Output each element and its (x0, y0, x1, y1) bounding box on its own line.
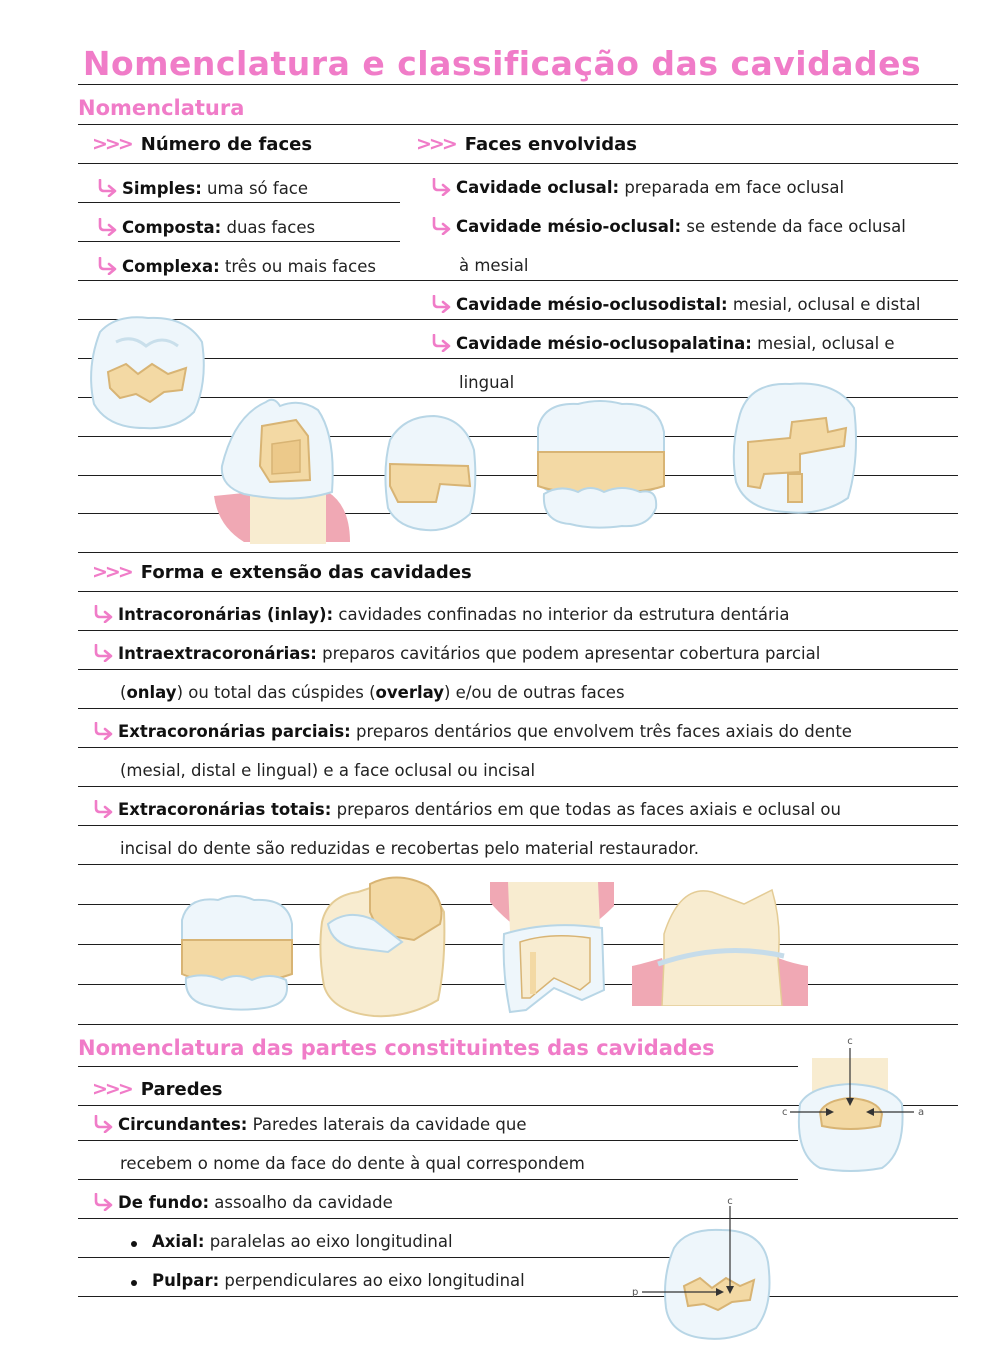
divider (78, 1218, 958, 1219)
tooth-incisor-cavity-illustration (214, 396, 354, 544)
subheading-faces-envolvidas: >>> Faces envolvidas (416, 133, 637, 155)
hook-arrow-icon (96, 257, 118, 275)
hook-arrow-icon (430, 217, 452, 235)
divider (78, 864, 958, 865)
divider (78, 358, 958, 359)
list-item: Composta: duas faces (96, 218, 315, 237)
list-item: De fundo: assoalho da cavidade (92, 1193, 393, 1212)
hook-arrow-icon (430, 295, 452, 313)
tooth-mesio-occlusopalatal-illustration (730, 378, 860, 518)
list-item: Extracoronárias totais: preparos dentários em que todas as faces axiais e oclusal ou (92, 800, 841, 819)
divider (78, 669, 958, 670)
list-item: Complexa: três ou mais faces (96, 257, 376, 276)
list-item: Extracoronárias parciais: preparos dentários que envolvem três faces axiais do dente (92, 722, 852, 741)
divider (78, 747, 958, 748)
divider (78, 124, 958, 125)
hook-arrow-icon (96, 179, 118, 197)
divider (78, 84, 958, 85)
list-item-continuation: lingual (459, 373, 515, 392)
divider (78, 708, 958, 709)
divider (78, 552, 958, 553)
tooth-mesio-occlusal-illustration (380, 410, 480, 534)
divider (78, 1257, 678, 1258)
hook-arrow-icon (430, 334, 452, 352)
hook-arrow-icon (92, 1193, 114, 1211)
divider (78, 241, 400, 242)
divider (78, 630, 958, 631)
list-item: Axial: paralelas ao eixo longitudinal (152, 1232, 453, 1251)
bullet (131, 1280, 137, 1286)
tooth-onlay-illustration (318, 872, 448, 1020)
list-item: Intracoronárias (inlay): cavidades confinadas no interior da estrutura dentária (92, 605, 789, 624)
divider (78, 591, 958, 592)
divider (78, 280, 958, 281)
section-heading-partes: Nomenclatura das partes constituintes das cavidades (78, 1036, 715, 1060)
tooth-mesio-occlusodistal-illustration (530, 398, 672, 532)
divider (78, 1024, 958, 1025)
divider (78, 786, 958, 787)
tooth-full-crown-prep-illustration (632, 884, 808, 1006)
list-item-continuation: à mesial (459, 256, 529, 275)
list-item: Circundantes: Paredes laterais da cavidade que (92, 1115, 527, 1134)
triple-chevron-icon: >>> (92, 133, 131, 155)
tooth-inlay-illustration (174, 894, 298, 1012)
hook-arrow-icon (96, 218, 118, 236)
divider (78, 163, 958, 164)
list-item-continuation: (mesial, distal e lingual) e a face oclusal ou incisal (120, 761, 536, 780)
list-item: Cavidade mésio-oclusopalatina: mesial, oclusal e (430, 334, 895, 353)
list-item: Cavidade mésio-oclusodistal: mesial, oclusal e distal (430, 295, 920, 314)
tooth-occlusal-cavity-illustration (86, 312, 208, 432)
divider (78, 319, 958, 320)
divider (78, 1296, 958, 1297)
triple-chevron-icon: >>> (416, 133, 455, 155)
triple-chevron-icon: >>> (92, 561, 131, 583)
tooth-partial-extracoronal-illustration (490, 882, 614, 1022)
hook-arrow-icon (92, 605, 114, 623)
label-c: c (727, 1196, 733, 1207)
divider (78, 202, 400, 203)
hook-arrow-icon (92, 1115, 114, 1133)
list-item: Pulpar: perpendiculares ao eixo longitudinal (152, 1271, 525, 1290)
hook-arrow-icon (430, 178, 452, 196)
list-item: Cavidade mésio-oclusal: se estende da face oclusal (430, 217, 906, 236)
hook-arrow-icon (92, 800, 114, 818)
incisor-walls-diagram (770, 1034, 940, 1174)
triple-chevron-icon: >>> (92, 1078, 131, 1100)
list-item: Intraextracoronárias: preparos cavitários que podem apresentar cobertura parcial (92, 644, 820, 663)
hook-arrow-icon (92, 722, 114, 740)
molar-pulpal-wall-diagram (626, 1196, 786, 1342)
subheading-paredes: >>> Paredes (92, 1078, 223, 1100)
section-heading-nomenclatura: Nomenclatura (78, 96, 245, 120)
label-a: a (918, 1107, 925, 1118)
list-item: Simples: uma só face (96, 179, 308, 198)
page-title: Nomenclatura e classificação das cavidades (82, 44, 922, 83)
list-item-continuation: recebem o nome da face do dente à qual correspondem (120, 1154, 585, 1173)
divider (78, 825, 958, 826)
divider (78, 1066, 798, 1067)
hook-arrow-icon (92, 644, 114, 662)
bullet (131, 1241, 137, 1247)
label-c: c (847, 1036, 853, 1047)
divider (78, 1140, 798, 1141)
subheading-forma-extensao: >>> Forma e extensão das cavidades (92, 561, 472, 583)
subheading-numero-faces: >>> Número de faces (92, 133, 313, 155)
list-item-continuation: incisal do dente são reduzidas e recobertas pelo material restaurador. (120, 839, 700, 858)
label-c: c (782, 1107, 788, 1118)
divider (78, 1179, 798, 1180)
list-item: Cavidade oclusal: preparada em face oclusal (430, 178, 844, 197)
list-item-continuation: (onlay) ou total das cúspides (overlay) e/ou de outras faces (120, 683, 625, 702)
label-p: p (632, 1287, 639, 1298)
